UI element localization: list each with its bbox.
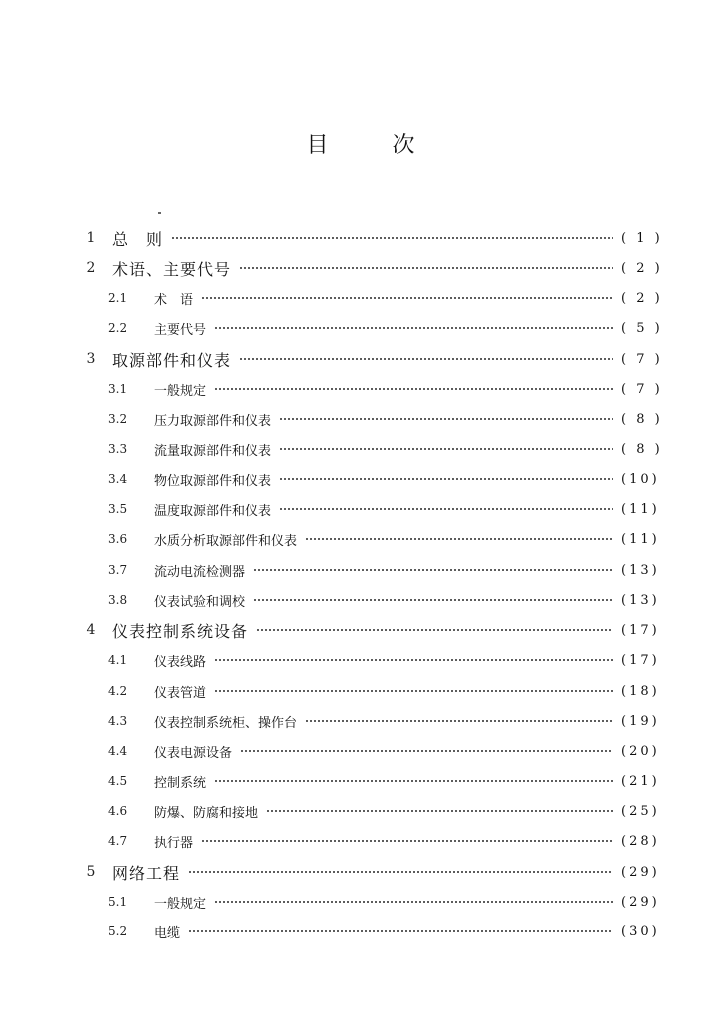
toc-entry-title: 一般规定 bbox=[154, 896, 207, 912]
toc-entry bbox=[0, 495, 723, 523]
dot-leader bbox=[239, 267, 613, 269]
toc-entry bbox=[0, 737, 723, 765]
toc-entry-page: ( 1 ) bbox=[621, 230, 663, 246]
toc-entry-title: 仪表控制系统设备 bbox=[112, 621, 249, 641]
dot-leader bbox=[305, 538, 613, 540]
toc-entry bbox=[0, 435, 723, 463]
dot-leader bbox=[256, 629, 613, 631]
toc-entry bbox=[0, 797, 723, 825]
toc-entry bbox=[0, 254, 723, 282]
toc-entry-page: (11) bbox=[621, 531, 660, 547]
toc-entry-title: 术 语 bbox=[154, 292, 194, 308]
toc-entry-number: 4.3 bbox=[108, 714, 128, 728]
toc-entry-title: 流动电流检测器 bbox=[154, 564, 246, 580]
dot-leader bbox=[279, 478, 613, 480]
toc-entry-title: 控制系统 bbox=[154, 775, 207, 791]
toc-entry-number: 4.5 bbox=[108, 774, 128, 788]
toc-entry-page: (10) bbox=[621, 471, 660, 487]
toc-entry-title: 网络工程 bbox=[112, 863, 181, 883]
toc-entry-title: 电缆 bbox=[154, 925, 181, 941]
dot-leader bbox=[214, 690, 613, 692]
toc-entry-title: 一般规定 bbox=[154, 383, 207, 399]
toc-entry bbox=[0, 284, 723, 312]
toc-entry-page: (21) bbox=[621, 773, 660, 789]
toc-entry-number: 4.2 bbox=[108, 684, 128, 698]
toc-entry-page: ( 2 ) bbox=[621, 260, 663, 276]
toc-entry-number: 4.4 bbox=[108, 744, 128, 758]
dot-leader bbox=[171, 237, 613, 239]
toc-entry-number: 3 bbox=[86, 351, 96, 367]
toc-entry-title: 仪表控制系统柜、操作台 bbox=[154, 715, 298, 731]
toc-entry-number: 2.1 bbox=[108, 291, 128, 305]
toc-entry-page: ( 7 ) bbox=[621, 381, 663, 397]
dot-leader bbox=[214, 780, 613, 782]
title-char-left: 目 bbox=[306, 133, 331, 158]
toc-entry-page: ( 5 ) bbox=[621, 320, 663, 336]
toc-entry-number: 4.7 bbox=[108, 834, 128, 848]
toc-entry bbox=[0, 375, 723, 403]
toc-entry-title: 仪表试验和调校 bbox=[154, 594, 246, 610]
title-char-right: 次 bbox=[392, 133, 417, 158]
toc-entry-title: 取源部件和仪表 bbox=[112, 350, 232, 370]
dot-leader bbox=[279, 418, 613, 420]
toc-entry-number: 3.2 bbox=[108, 412, 128, 426]
toc-entry bbox=[0, 314, 723, 342]
toc-entry-number: 5.1 bbox=[108, 895, 128, 909]
toc-entry-page: (11) bbox=[621, 501, 660, 517]
toc-entry-title: 压力取源部件和仪表 bbox=[154, 413, 272, 429]
toc-entry-number: 3.6 bbox=[108, 532, 128, 546]
toc-entry-title: 术语、主要代号 bbox=[112, 259, 232, 279]
toc-entry-page: ( 2 ) bbox=[621, 290, 663, 306]
scan-speck bbox=[158, 212, 161, 214]
toc-entry-number: 1 bbox=[86, 230, 96, 246]
toc-entry bbox=[0, 465, 723, 493]
toc-entry-number: 5.2 bbox=[108, 924, 128, 938]
dot-leader bbox=[214, 327, 613, 329]
toc-entry-number: 2 bbox=[86, 260, 96, 276]
toc-entry-number: 5 bbox=[86, 864, 96, 880]
dot-leader bbox=[279, 448, 613, 450]
page-title bbox=[0, 128, 723, 159]
dot-leader bbox=[305, 720, 613, 722]
toc-entry-title: 物位取源部件和仪表 bbox=[154, 473, 272, 489]
dot-leader bbox=[214, 388, 613, 390]
toc-entry-page: (13) bbox=[621, 592, 660, 608]
toc-entry-number: 3.5 bbox=[108, 502, 128, 516]
dot-leader bbox=[253, 569, 613, 571]
dot-leader bbox=[201, 840, 613, 842]
toc-entry-page: (29) bbox=[621, 894, 660, 910]
toc-entry-page: (25) bbox=[621, 803, 660, 819]
toc-entry-title: 仪表管道 bbox=[154, 685, 207, 701]
toc-entry-number: 4.1 bbox=[108, 653, 128, 667]
toc-entry-title: 防爆、防腐和接地 bbox=[154, 805, 259, 821]
toc-entry-number: 4 bbox=[86, 622, 96, 638]
toc-entry bbox=[0, 917, 723, 945]
toc-entry-page: (17) bbox=[621, 622, 660, 638]
toc-entry bbox=[0, 858, 723, 886]
toc-entry-page: ( 7 ) bbox=[621, 351, 663, 367]
toc-entry bbox=[0, 827, 723, 855]
toc-entry-page: (13) bbox=[621, 562, 660, 578]
toc-entry-title: 水质分析取源部件和仪表 bbox=[154, 533, 298, 549]
toc-entry-page: (19) bbox=[621, 713, 660, 729]
toc-entry-number: 3.8 bbox=[108, 593, 128, 607]
toc-entry-number: 3.3 bbox=[108, 442, 128, 456]
toc-entry bbox=[0, 767, 723, 795]
dot-leader bbox=[240, 750, 613, 752]
toc-entry bbox=[0, 888, 723, 916]
toc-entry-title: 温度取源部件和仪表 bbox=[154, 503, 272, 519]
toc-entry bbox=[0, 525, 723, 553]
toc-entry-number: 3.7 bbox=[108, 563, 128, 577]
toc-entry bbox=[0, 586, 723, 614]
toc-entry bbox=[0, 345, 723, 373]
toc-entry-title: 流量取源部件和仪表 bbox=[154, 443, 272, 459]
toc-entry bbox=[0, 707, 723, 735]
toc-entry-title: 总 则 bbox=[112, 229, 164, 249]
dot-leader bbox=[188, 871, 613, 873]
dot-leader bbox=[239, 358, 613, 360]
dot-leader bbox=[188, 930, 613, 932]
toc-entry bbox=[0, 556, 723, 584]
toc-entry-title: 执行器 bbox=[154, 835, 194, 851]
toc-entry-page: (18) bbox=[621, 683, 660, 699]
toc-entry-number: 3.4 bbox=[108, 472, 128, 486]
toc-entry-title: 仪表电源设备 bbox=[154, 745, 233, 761]
dot-leader bbox=[214, 901, 613, 903]
toc-entry-page: (20) bbox=[621, 743, 660, 759]
toc-entry bbox=[0, 677, 723, 705]
dot-leader bbox=[201, 297, 613, 299]
dot-leader bbox=[253, 599, 613, 601]
toc-entry bbox=[0, 646, 723, 674]
toc-entry-number: 3.1 bbox=[108, 382, 128, 396]
toc-entry-page: ( 8 ) bbox=[621, 411, 663, 427]
toc-entry-page: (30) bbox=[621, 923, 660, 939]
toc-entry-page: (28) bbox=[621, 833, 660, 849]
toc-entry-title: 主要代号 bbox=[154, 322, 207, 338]
toc-entry-number: 2.2 bbox=[108, 321, 128, 335]
toc-entry bbox=[0, 224, 723, 252]
toc-entry bbox=[0, 405, 723, 433]
toc-entry-page: (29) bbox=[621, 864, 660, 880]
dot-leader bbox=[214, 659, 613, 661]
toc-entry-page: (17) bbox=[621, 652, 660, 668]
toc-entry-number: 4.6 bbox=[108, 804, 128, 818]
dot-leader bbox=[279, 508, 613, 510]
toc-entry bbox=[0, 616, 723, 644]
toc-entry-title: 仪表线路 bbox=[154, 654, 207, 670]
toc-entry-page: ( 8 ) bbox=[621, 441, 663, 457]
dot-leader bbox=[266, 810, 613, 812]
